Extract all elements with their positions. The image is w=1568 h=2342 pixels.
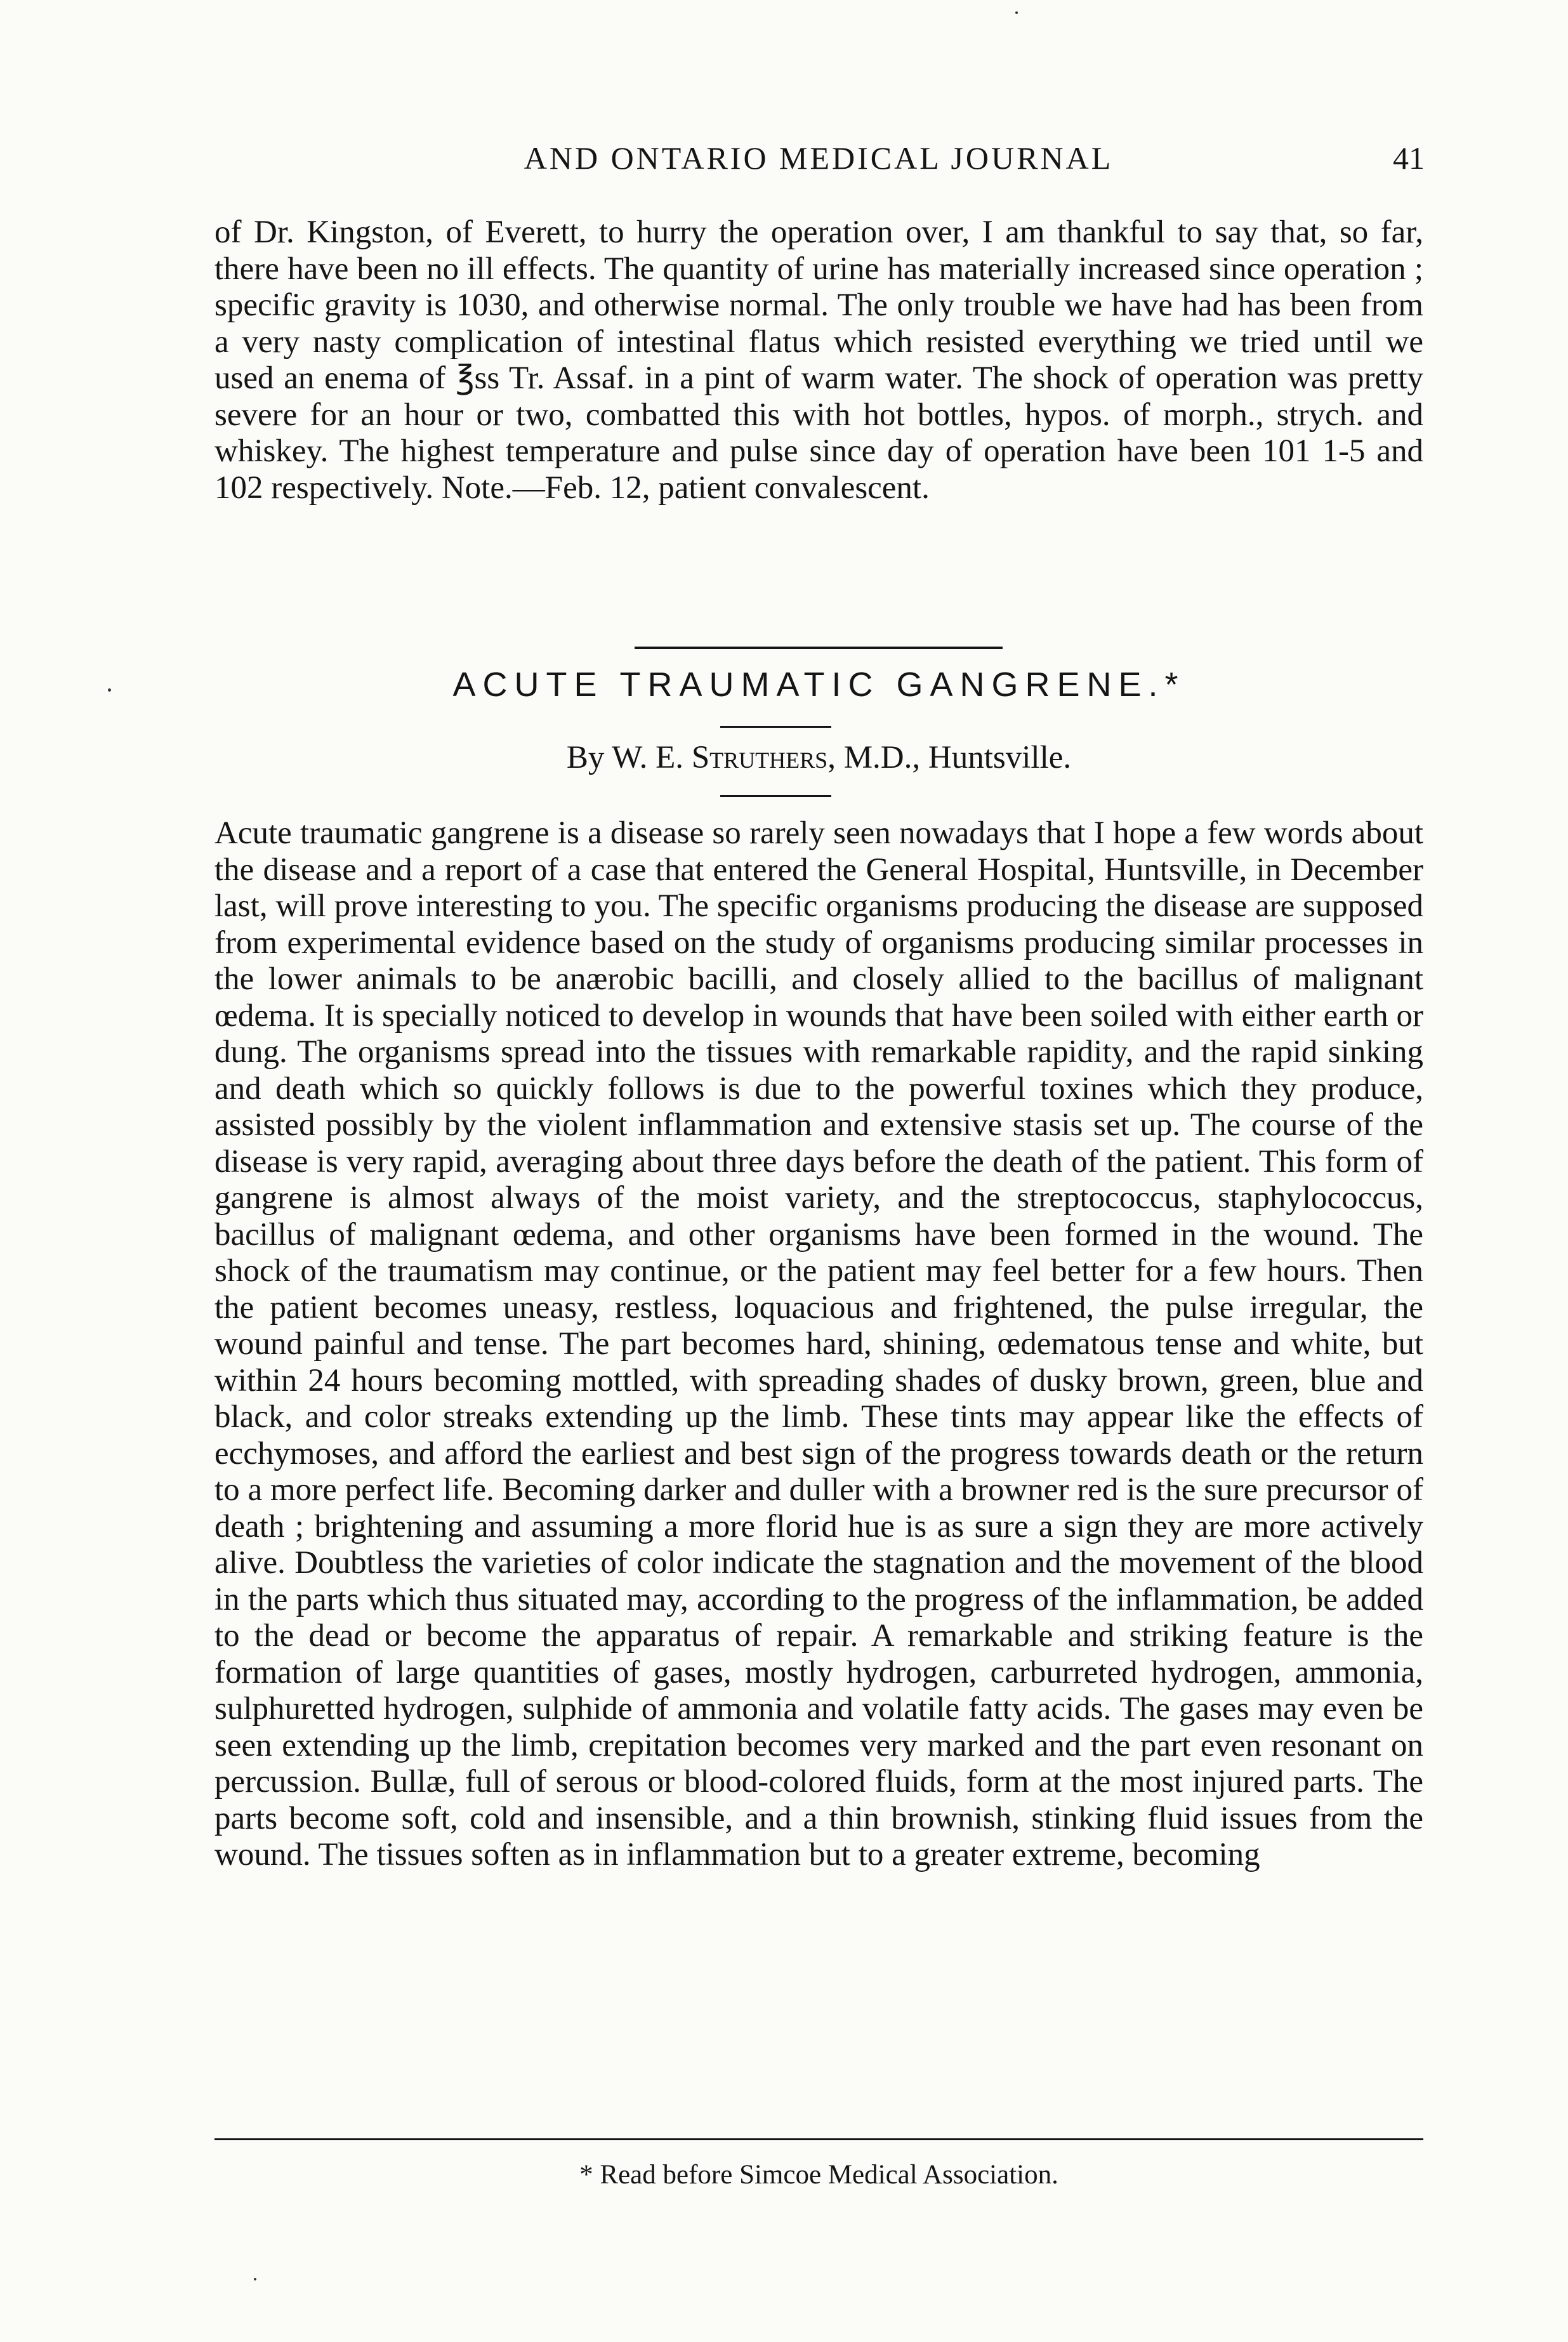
- byline-author: Struthers: [691, 740, 828, 775]
- section-divider: [635, 647, 1003, 649]
- byline-suffix: , M.D., Huntsville.: [827, 740, 1072, 775]
- byline-underline: [720, 795, 831, 797]
- running-head: [213, 140, 1425, 184]
- scan-speck: [108, 688, 111, 692]
- byline-prefix: By W. E.: [566, 740, 684, 775]
- running-title: AND ONTARIO MEDICAL JOURNAL: [524, 140, 1114, 176]
- article-body-block: [214, 815, 1423, 1874]
- scan-speck: [254, 2278, 256, 2280]
- scan-speck: [1015, 11, 1018, 14]
- footnote: * Read before Simcoe Medical Association.: [579, 2160, 1058, 2190]
- intro-paragraph-block: [214, 214, 1423, 506]
- title-underline: [720, 726, 831, 728]
- article-title: ACUTE TRAUMATIC GANGRENE.*: [452, 666, 1185, 704]
- byline: [214, 739, 1423, 776]
- article-body: Acute traumatic gangrene is a disease so rarely seen nowadays that I hope a few words about the disease and a report of a case that entered the General Hospital, Huntsville, in December last, will prove interesting to you. The specific organisms producing the disease are supposed from experimental evidence based on the study of organisms producing similar processes in the lower animals to be anærobic bacilli, and closely allied to the bacillus of malignant œdema. It is specially noticed to develop in wounds that have been soiled with either earth or dung. The organisms spread into the tissues with remarkable rapidity, and the rapid sinking and death which so quickly follows is due to the powerful toxines which they produce, assisted possibly by the violent inflammation and extensive stasis set up. The course of the disease is very rapid, averaging about three days before the death of the patient. This form of gangrene is almost always of the moist variety, and the streptococcus, staphylococcus, bacillus of malignant œdema, and other organisms have been formed in the wound. The shock of the traumatism may continue, or the patient may feel better for a few hours. Then the patient becomes uneasy, restless, loquacious and frightened, the pulse irregular, the wound painful and tense. The part becomes hard, shining, œdematous tense and white, but within 24 hours becoming mottled, with spreading shades of dusky brown, green, blue and black, and color streaks extending up the limb. These tints may appear like the effects of ecchymoses, and afford the earliest and best sign of the progress towards death or the return to a more perfect life. Becoming darker and duller with a browner red is the sure precursor of death ; brightening and assuming a more florid hue is as sure a sign they are more actively alive. Doubtless the varieties of color indicate the stagnation and the movement of the blood in the parts which thus situated may, according to the progress of the inflammation, be added to the dead or become the apparatus of repair. A remarkable and striking feature is the formation of large quantities of gases, mostly hydrogen, carburreted hydrogen, ammonia, sulphuretted hydrogen, sulphide of ammonia and volatile fatty acids. The gases may even be seen extending up the limb, crepitation becomes very marked and the part even resonant on percussion. Bullæ, full of serous or blood-colored fluids, form at the most injured parts. The parts become soft, cold and insensible, and a thin brownish, stinking fluid issues from the wound. The tissues soften as in inflammation but to a greater extreme, becoming: [214, 815, 1423, 1872]
- page-number: 41: [1393, 140, 1425, 176]
- intro-paragraph: of Dr. Kingston, of Everett, to hurry the operation over, I am thankful to say that, so far, there have been no ill effects. The quantity of urine has materially increased since operation ; specific gravity is 1030, and otherwise normal. The only trouble we have had has been from a very nasty complication of intestinal flatus which resisted everything we tried until we used an enema of ℥ss Tr. Assaf. in a pint of warm water. The shock of operation was pretty severe for an hour or two, combatted this with hot bottles, hypos. of morph., strych. and whiskey. The highest temperature and pulse since day of operation have been 101 1-5 and 102 respectively. Note.—Feb. 12, patient convalescent.: [214, 214, 1423, 506]
- footnote-divider: [214, 2138, 1423, 2140]
